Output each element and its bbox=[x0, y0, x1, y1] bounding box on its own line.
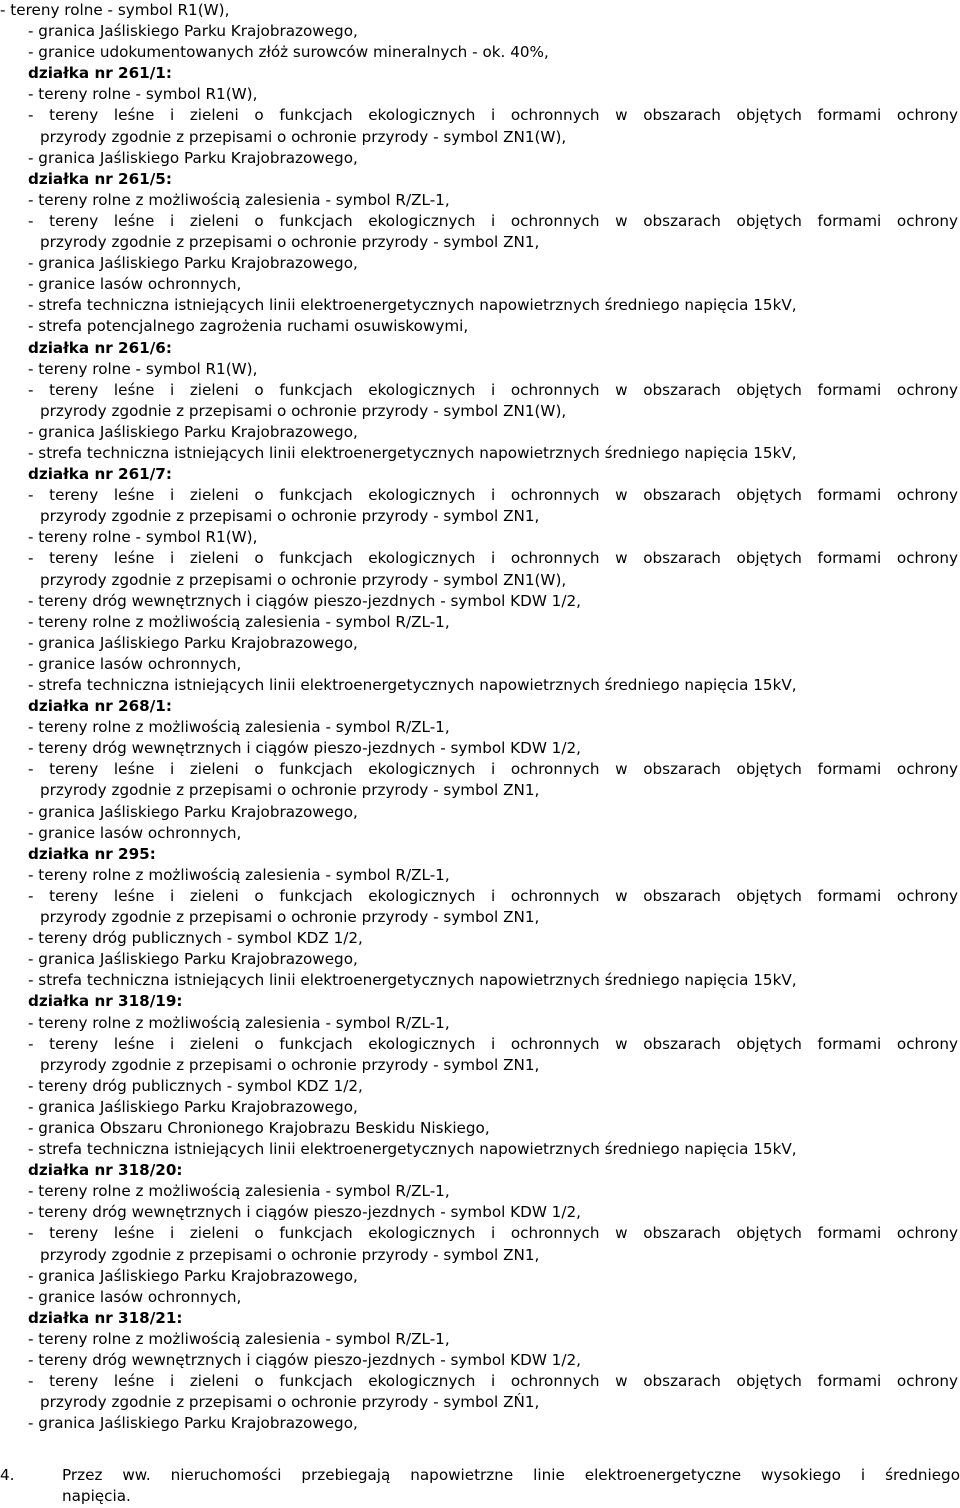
parcel-heading: działka nr 261/7: bbox=[28, 465, 172, 484]
list-item: - granica Jaśliskiego Parku Krajobrazowego, bbox=[28, 633, 358, 652]
list-item: - tereny rolne z możliwością zalesienia - symbol R/ZL-1, bbox=[28, 865, 450, 884]
list-item: - strefa potencjalnego zagrożenia ruchami osuwiskowymi, bbox=[28, 317, 469, 336]
list-item: - tereny rolne z możliwością zalesienia - symbol R/ZL-1, bbox=[28, 1013, 450, 1032]
list-item: - granica Jaśliskiego Parku Krajobrazowego, bbox=[28, 254, 358, 273]
point-text-line-1: Przez ww. nieruchomości przebiegają napowietrzne linie elektroenergetyczne wysokiego i średniego bbox=[62, 1466, 960, 1485]
list-item-text: - tereny leśne i zieleni o funkcjach ekologicznych i ochronnych w obszarach objętych formami ochrony bbox=[28, 1224, 958, 1243]
list-item: - tereny dróg publicznych - symbol KDZ 1/2, bbox=[28, 1076, 363, 1095]
list-item: - granice lasów ochronnych, bbox=[28, 275, 242, 294]
list-item bbox=[0, 211, 958, 253]
list-item-continuation: przyrody zgodnie z przepisami o ochronie przyrody - symbol ZN1, bbox=[40, 781, 540, 800]
list-item-continuation: przyrody zgodnie z przepisami o ochronie przyrody - symbol ZŃ1, bbox=[40, 1393, 540, 1412]
list-item-continuation: przyrody zgodnie z przepisami o ochronie przyrody - symbol ZN1, bbox=[40, 1245, 540, 1264]
list-item: - granica Jaśliskiego Parku Krajobrazowego, bbox=[28, 950, 358, 969]
list-item: - tereny rolne z możliwością zalesienia - symbol R/ZL-1, bbox=[28, 1329, 450, 1348]
list-item-continuation: przyrody zgodnie z przepisami o ochronie przyrody - symbol ZN1, bbox=[40, 908, 540, 927]
list-item: - tereny dróg wewnętrznych i ciągów pieszo-jezdnych - symbol KDW 1/2, bbox=[28, 591, 581, 610]
list-item: - tereny dróg wewnętrznych i ciągów pieszo-jezdnych - symbol KDW 1/2, bbox=[28, 1203, 581, 1222]
parcel-heading: działka nr 295: bbox=[28, 844, 156, 863]
list-item bbox=[0, 105, 958, 147]
list-item bbox=[0, 485, 958, 527]
parcel-heading: działka nr 261/1: bbox=[28, 64, 172, 83]
list-item-continuation: przyrody zgodnie z przepisami o ochronie przyrody - symbol ZN1, bbox=[40, 1055, 540, 1074]
list-item bbox=[0, 1223, 958, 1265]
parcel-heading: działka nr 261/5: bbox=[28, 169, 172, 188]
list-item: - tereny rolne - symbol R1(W), bbox=[28, 85, 258, 104]
list-item: - granica Jaśliskiego Parku Krajobrazowego, bbox=[28, 1266, 358, 1285]
list-item: - granica Jaśliskiego Parku Krajobrazowego, bbox=[28, 1414, 358, 1433]
list-item: - tereny rolne z możliwością zalesienia - symbol R/ZL-1, bbox=[28, 1182, 450, 1201]
list-item: - granica Jaśliskiego Parku Krajobrazowego, bbox=[28, 22, 358, 41]
list-item-text: - tereny leśne i zieleni o funkcjach ekologicznych i ochronnych w obszarach objętych formami ochrony bbox=[28, 380, 958, 399]
list-item: - tereny rolne z możliwością zalesienia - symbol R/ZL-1, bbox=[28, 718, 450, 737]
parcel-heading: działka nr 268/1: bbox=[28, 697, 172, 716]
list-item: - strefa techniczna istniejących linii elektroenergetycznych napowietrznych średniego napięcia 15kV, bbox=[28, 971, 797, 990]
list-item: - tereny rolne z możliwością zalesienia - symbol R/ZL-1, bbox=[28, 612, 450, 631]
list-item bbox=[0, 548, 958, 590]
list-item: - granice udokumentowanych złóż surowców mineralnych - ok. 40%, bbox=[28, 43, 549, 62]
list-item-continuation: przyrody zgodnie z przepisami o ochronie przyrody - symbol ZN1(W), bbox=[40, 401, 567, 420]
list-item-text: - tereny leśne i zieleni o funkcjach ekologicznych i ochronnych w obszarach objętych formami ochrony bbox=[28, 211, 958, 230]
point-number: 4. bbox=[0, 1466, 15, 1485]
parcel-heading: działka nr 261/6: bbox=[28, 338, 172, 357]
list-item: - granica Obszaru Chronionego Krajobrazu Beskidu Niskiego, bbox=[28, 1118, 490, 1137]
list-item-text: - tereny leśne i zieleni o funkcjach ekologicznych i ochronnych w obszarach objętych formami ochrony bbox=[28, 486, 958, 505]
list-item: - strefa techniczna istniejących linii elektroenergetycznych napowietrznych średniego napięcia 15kV, bbox=[28, 443, 797, 462]
list-item-text: - tereny leśne i zieleni o funkcjach ekologicznych i ochronnych w obszarach objętych formami ochrony bbox=[28, 886, 958, 905]
list-item: - strefa techniczna istniejących linii elektroenergetycznych napowietrznych średniego napięcia 15kV, bbox=[28, 1140, 797, 1159]
list-item-text: - tereny leśne i zieleni o funkcjach ekologicznych i ochronnych w obszarach objętych formami ochrony bbox=[28, 106, 958, 125]
list-item: - granice lasów ochronnych, bbox=[28, 654, 242, 673]
list-item: - granica Jaśliskiego Parku Krajobrazowego, bbox=[28, 802, 358, 821]
list-item-text: - tereny leśne i zieleni o funkcjach ekologicznych i ochronnych w obszarach objętych formami ochrony bbox=[28, 1034, 958, 1053]
list-item bbox=[0, 886, 958, 928]
list-item bbox=[0, 380, 958, 422]
parcel-heading: działka nr 318/20: bbox=[28, 1161, 183, 1180]
list-item-continuation: przyrody zgodnie z przepisami o ochronie przyrody - symbol ZN1(W), bbox=[40, 127, 567, 146]
list-item: - granice lasów ochronnych, bbox=[28, 1287, 242, 1306]
list-item bbox=[0, 1034, 958, 1076]
list-item: - tereny dróg publicznych - symbol KDZ 1/2, bbox=[28, 929, 363, 948]
list-item bbox=[0, 759, 958, 801]
numbered-point bbox=[0, 1465, 960, 1507]
list-item: - granica Jaśliskiego Parku Krajobrazowego, bbox=[28, 1097, 358, 1116]
list-item-text: - tereny leśne i zieleni o funkcjach ekologicznych i ochronnych w obszarach objętych formami ochrony bbox=[28, 760, 958, 779]
list-item: - granice lasów ochronnych, bbox=[28, 823, 242, 842]
list-item-continuation: przyrody zgodnie z przepisami o ochronie przyrody - symbol ZN1, bbox=[40, 507, 540, 526]
parcel-heading: działka nr 318/21: bbox=[28, 1308, 183, 1327]
list-item: - tereny rolne - symbol R1(W), bbox=[28, 528, 258, 547]
point-text-line-2: napięcia. bbox=[62, 1487, 131, 1506]
list-item: - tereny rolne z możliwością zalesienia - symbol R/ZL-1, bbox=[28, 190, 450, 209]
list-item: - tereny rolne - symbol R1(W), bbox=[28, 359, 258, 378]
list-item-continuation: przyrody zgodnie z przepisami o ochronie przyrody - symbol ZN1(W), bbox=[40, 570, 567, 589]
list-item: - strefa techniczna istniejących linii elektroenergetycznych napowietrznych średniego napięcia 15kV, bbox=[28, 296, 797, 315]
list-item: - tereny rolne - symbol R1(W), bbox=[0, 1, 230, 19]
list-item-text: - tereny leśne i zieleni o funkcjach ekologicznych i ochronnych w obszarach objętych formami ochrony bbox=[28, 1372, 958, 1391]
list-item: - tereny dróg wewnętrznych i ciągów pieszo-jezdnych - symbol KDW 1/2, bbox=[28, 739, 581, 758]
list-item bbox=[0, 1371, 958, 1413]
list-item-continuation: przyrody zgodnie z przepisami o ochronie przyrody - symbol ZN1, bbox=[40, 233, 540, 252]
list-item-text: - tereny leśne i zieleni o funkcjach ekologicznych i ochronnych w obszarach objętych formami ochrony bbox=[28, 549, 958, 568]
list-item: - tereny dróg wewnętrznych i ciągów pieszo-jezdnych - symbol KDW 1/2, bbox=[28, 1351, 581, 1369]
parcel-heading: działka nr 318/19: bbox=[28, 992, 183, 1011]
list-item: - strefa techniczna istniejących linii elektroenergetycznych napowietrznych średniego napięcia 15kV, bbox=[28, 676, 797, 694]
list-item: - granica Jaśliskiego Parku Krajobrazowego, bbox=[28, 422, 358, 441]
list-item: - granica Jaśliskiego Parku Krajobrazowego, bbox=[28, 148, 358, 167]
